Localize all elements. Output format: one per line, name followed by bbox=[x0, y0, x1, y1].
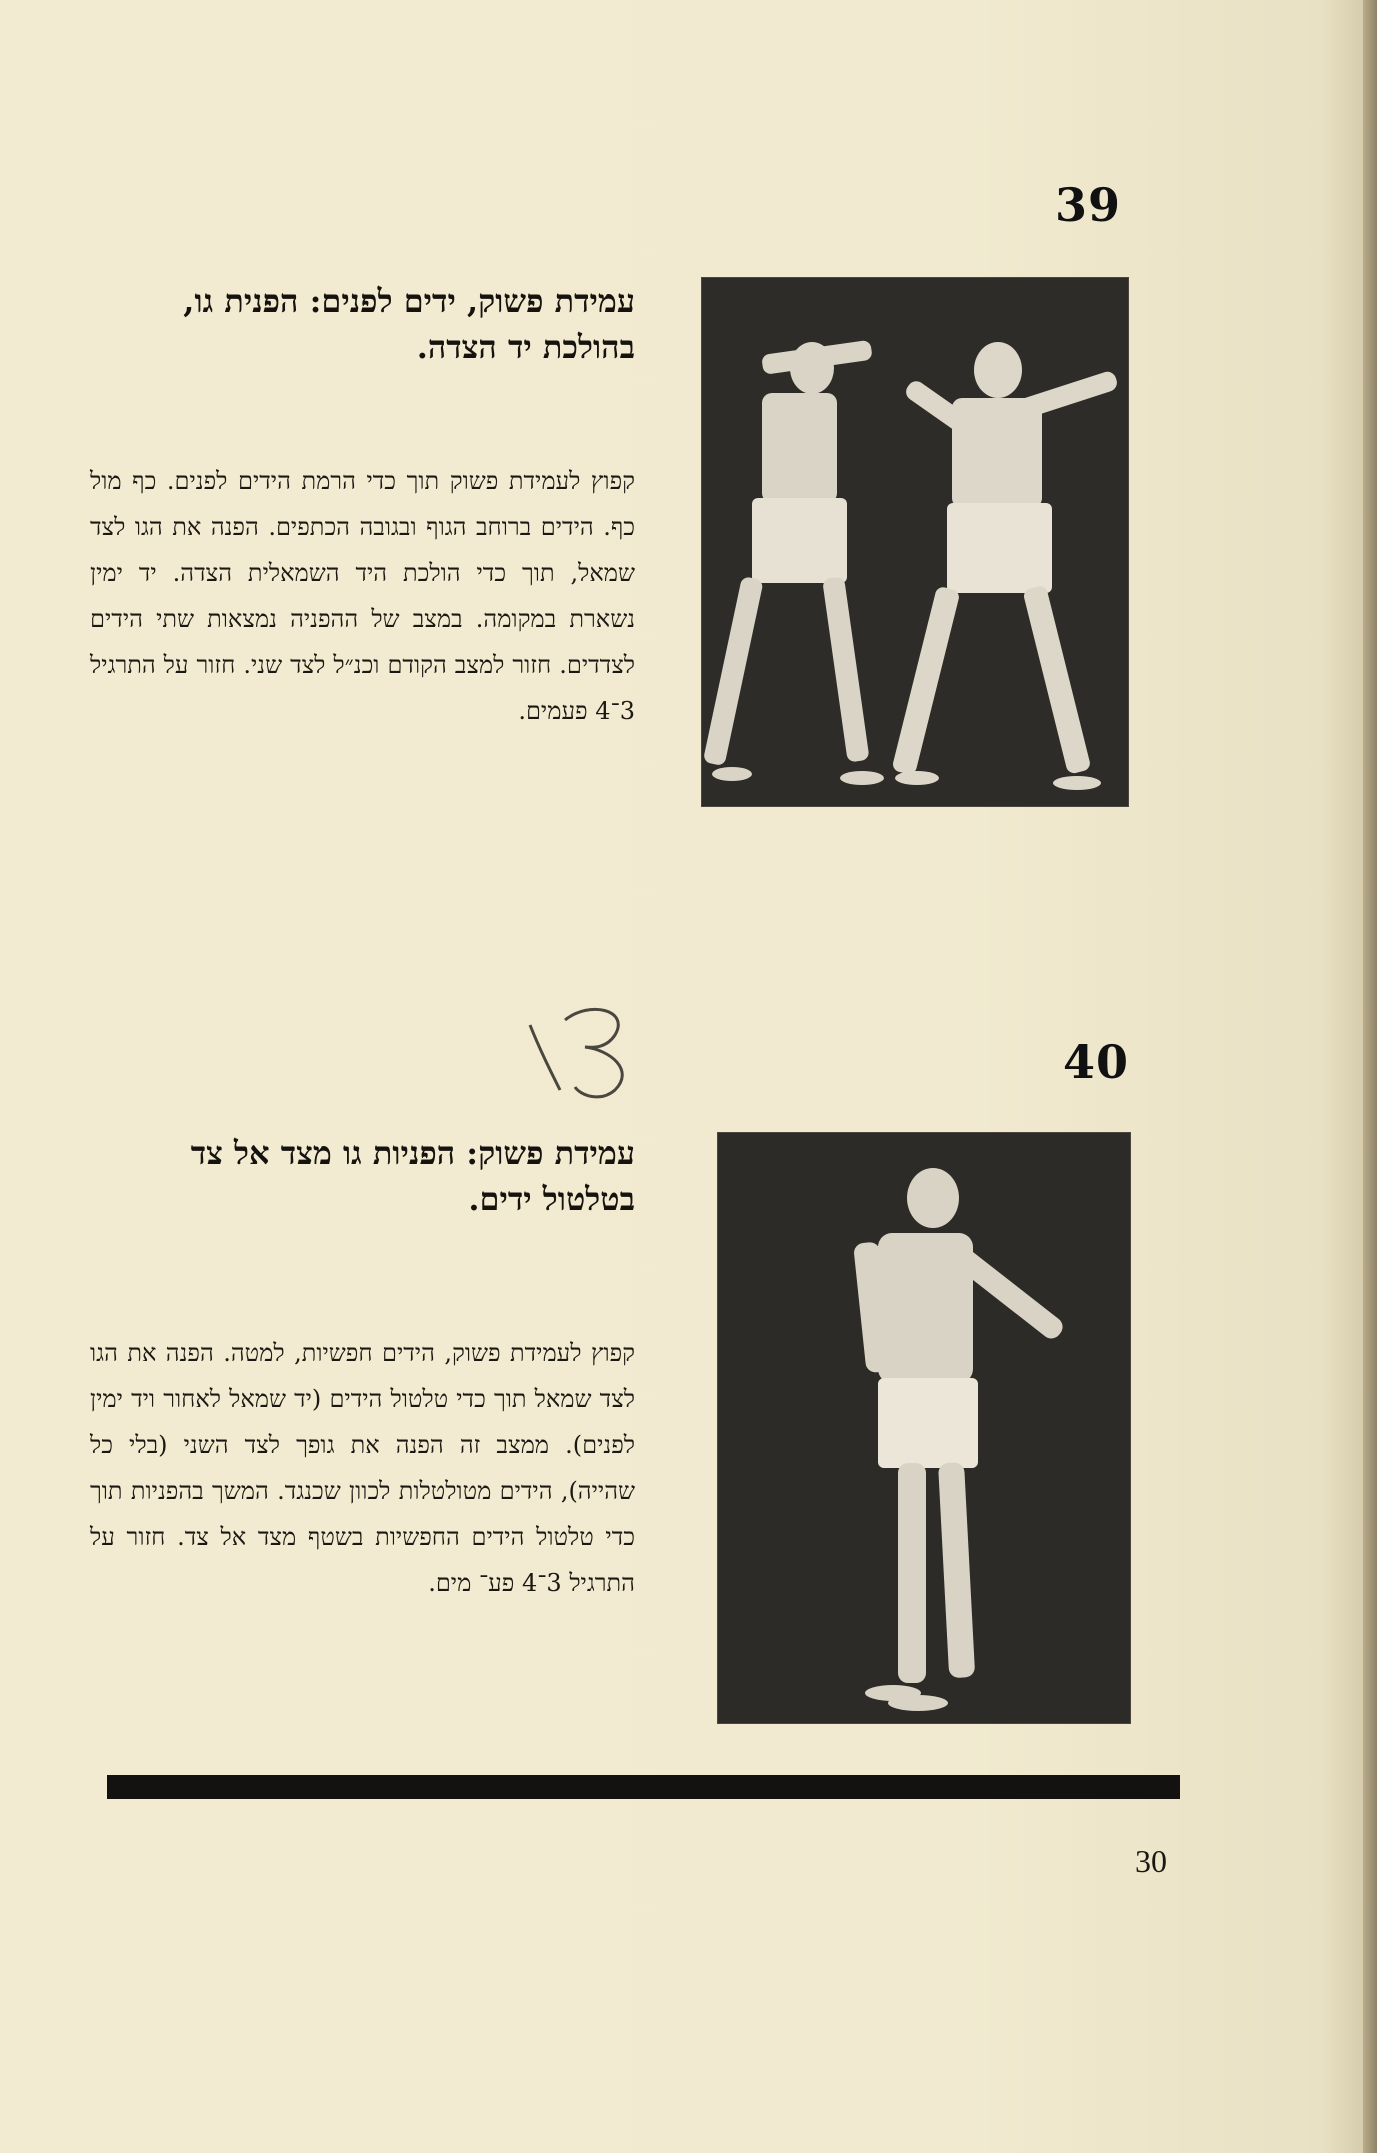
exercise-description: קפוץ לעמידת פשוק תוך כדי הרמת הידים לפנים. כף מול כף. הידים ברוחב הגוף ובגובה הכתפים. הפנה את הגו לצד שמאל, תוך כדי הולכת היד השמאלית הצדה. יד ימין נשארת במקומה. במצב של ההפניה נמצאות שתי הידים לצדדים. חזור למצב הקודם וכנ״ל לצד שני. חזור על התרגיל 3־4 פעמים. bbox=[90, 467, 636, 725]
exercise-number: 39 bbox=[1055, 178, 1122, 232]
exercise-number: 40 bbox=[1063, 1035, 1130, 1089]
exercise-photo bbox=[702, 278, 1128, 806]
exercise-description: קפוץ לעמידת פשוק, הידים חפשיות, למטה. הפנה את הגו לצד שמאל תוך כדי טלטול הידים (יד שמאל לאחור ויד ימין לפנים). ממצב זה הפנה את גופך לצד השני (בלי כל שהייה), הידים מטולטלות לכוון שכנגד. המשך בהפניות תוך כדי טלטול הידים החפשיות בשטף מצד אל צד. חזור על התרגיל 3־4 פע־ מים. bbox=[90, 1339, 635, 1597]
exercise-title: עמידת פשוק: הפניות גו מצד אל צד בטלטול ידים. bbox=[190, 1134, 635, 1218]
handwritten-mark-icon bbox=[520, 995, 640, 1105]
horizontal-rule bbox=[107, 1775, 1180, 1799]
exercise-photo bbox=[718, 1133, 1130, 1723]
page-edge bbox=[1363, 0, 1377, 2153]
exercise-title: עמידת פשוק, ידים לפנים: הפנית גו, בהולכת יד הצדה. bbox=[183, 282, 635, 366]
page-number: 30 bbox=[1135, 1843, 1167, 1879]
